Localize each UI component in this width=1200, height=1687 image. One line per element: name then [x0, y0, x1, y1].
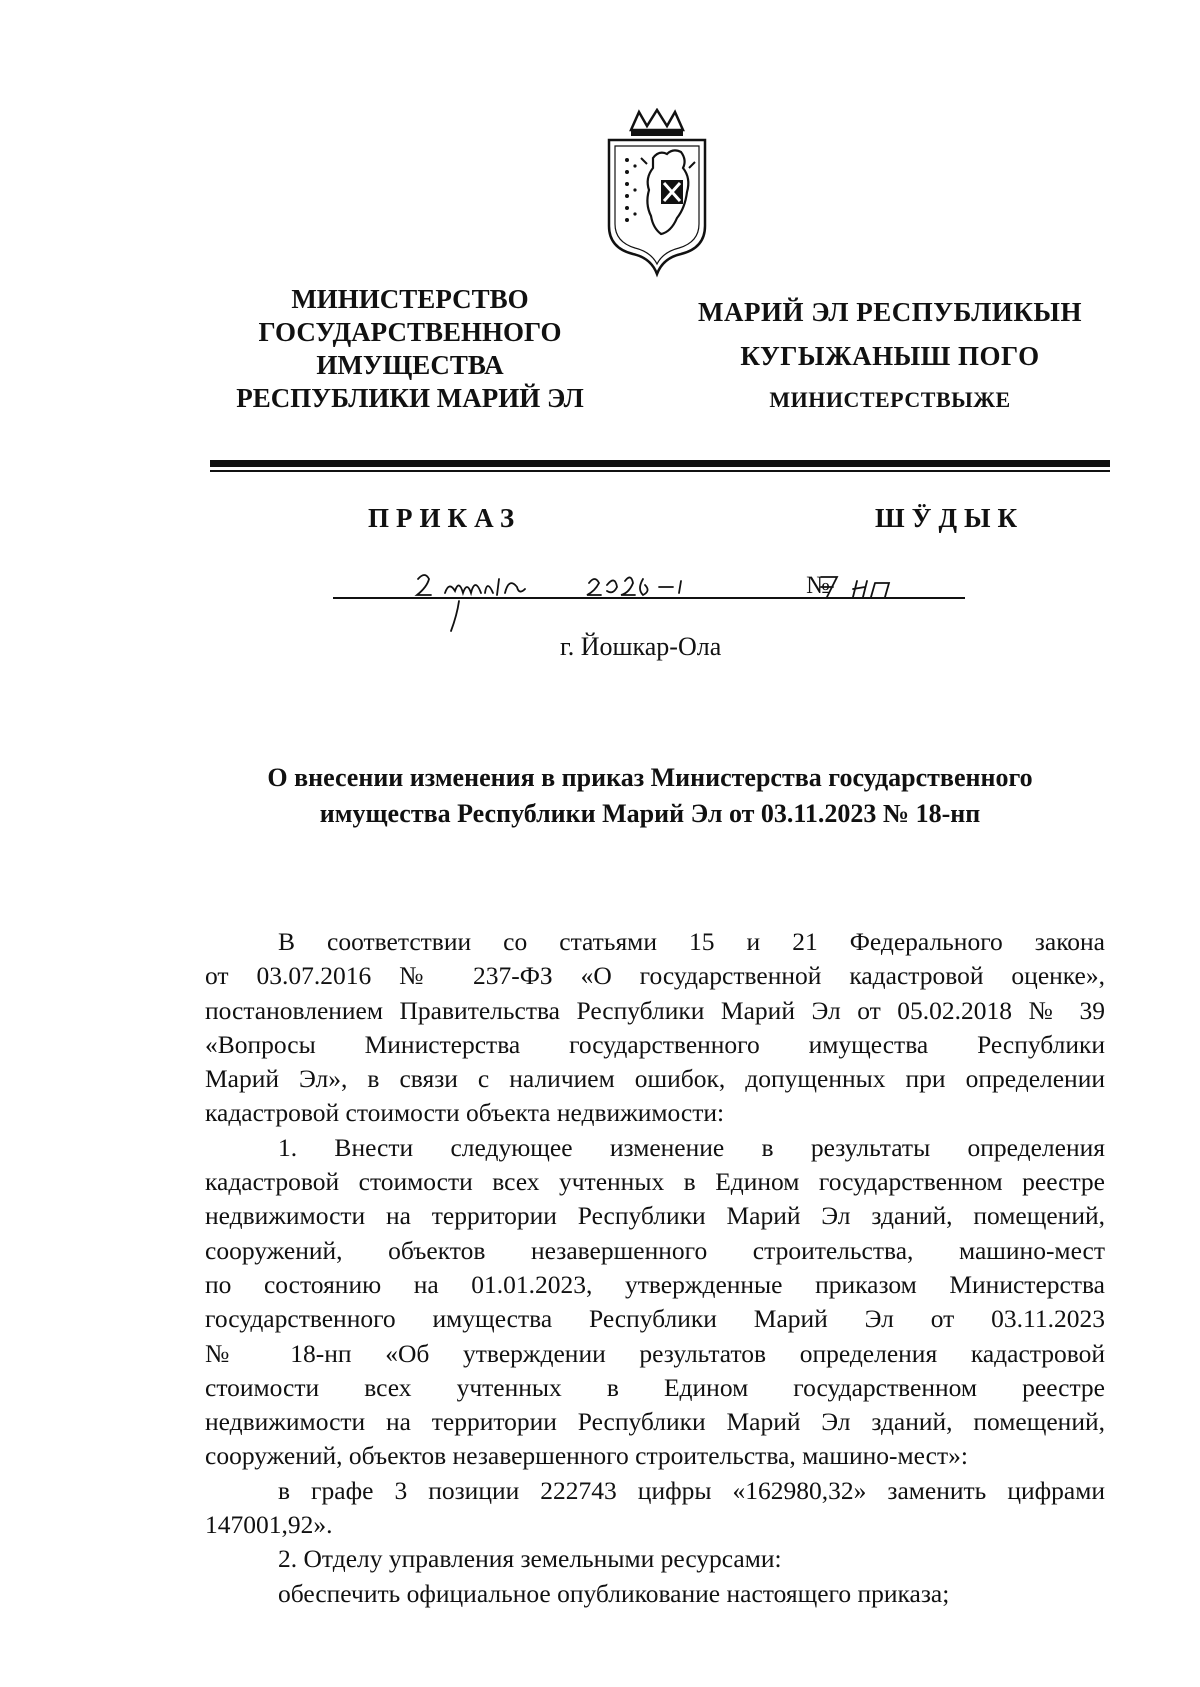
body-line: 1. Внести следующее изменение в результаты определения — [278, 1132, 1105, 1162]
handwritten-date-number — [333, 565, 983, 640]
body-line: от 03.07.2016 № 237-ФЗ «О государственной кадастровой оценке», — [205, 961, 1105, 991]
body-line: сооружений, объектов незавершенного строительства, машино-мест — [205, 1235, 1105, 1265]
body-line: кадастровой стоимости всех учтенных в Едином государственном реестре — [205, 1167, 1105, 1197]
body-line: № 18-нп «Об утверждении результатов определения кадастровой — [205, 1338, 1105, 1368]
order-word-mari: ШӰДЫК — [875, 503, 1025, 533]
body-line: сооружений, объектов незавершенного строительства, машино-мест»: — [205, 1441, 968, 1471]
body-line: постановлением Правительства Республики Марий Эл от 05.02.2018 № 39 — [205, 995, 1105, 1025]
body-line: по состоянию на 01.01.2023, утвержденные приказом Министерства — [205, 1269, 1105, 1299]
ministry-mari-line-2: КУГЫЖАНЫШ ПОГО — [740, 341, 1040, 371]
ministry-name-mari — [655, 290, 1125, 422]
order-title-line-2: имущества Республики Марий Эл от 03.11.2023 № 18-нп — [319, 799, 981, 828]
coat-of-arms-icon — [601, 108, 713, 278]
body-line: обеспечить официальное опубликование настоящего приказа; — [278, 1578, 950, 1608]
body-line: 147001,92». — [205, 1510, 333, 1540]
ministry-name-line-2: ГОСУДАРСТВЕННОГО — [258, 317, 562, 347]
body-line: Марий Эл», в связи с наличием ошибок, допущенных при определении — [205, 1064, 1105, 1094]
body-line: «Вопросы Министерства государственного имущества Республики — [205, 1029, 1105, 1059]
ministry-name-line-3: ИМУЩЕСТВА — [316, 350, 504, 380]
ministry-name-line-4: РЕСПУБЛИКИ МАРИЙ ЭЛ — [236, 383, 584, 413]
body-line: недвижимости на территории Республики Марий Эл зданий, помещений, — [205, 1407, 1105, 1437]
header-divider-thin — [210, 470, 1110, 472]
ministry-name-line-1: МИНИСТЕРСТВО — [291, 284, 529, 314]
order-title-line-1: О внесении изменения в приказ Министерства государственного — [267, 763, 1033, 792]
order-body — [205, 925, 1105, 1611]
ministry-name-russian — [215, 283, 605, 415]
body-line: в графе 3 позиции 222743 цифры «162980,32» заменить цифрами — [278, 1475, 1105, 1505]
body-line: 2. Отделу управления земельными ресурсами: — [278, 1544, 782, 1574]
body-line: В соответствии со статьями 15 и 21 Федерального закона — [278, 927, 1105, 956]
header-divider-thick — [210, 460, 1110, 467]
city-name: г. Йошкар-Ола — [560, 632, 722, 661]
number-sign: № — [806, 572, 830, 599]
order-word-russian: ПРИКАЗ — [368, 503, 522, 533]
body-line: недвижимости на территории Республики Марий Эл зданий, помещений, — [205, 1201, 1105, 1231]
ministry-mari-line-1: МАРИЙ ЭЛ РЕСПУБЛИКЫН — [698, 297, 1082, 327]
body-line: государственного имущества Республики Марий Эл от 03.11.2023 — [205, 1304, 1105, 1334]
order-title — [150, 760, 1150, 832]
body-line: стоимости всех учтенных в Едином государственном реестре — [205, 1372, 1105, 1402]
body-line: кадастровой стоимости объекта недвижимости: — [205, 1098, 725, 1128]
ministry-mari-line-3: МИНИСТЕРСТВЫЖЕ — [769, 387, 1011, 412]
